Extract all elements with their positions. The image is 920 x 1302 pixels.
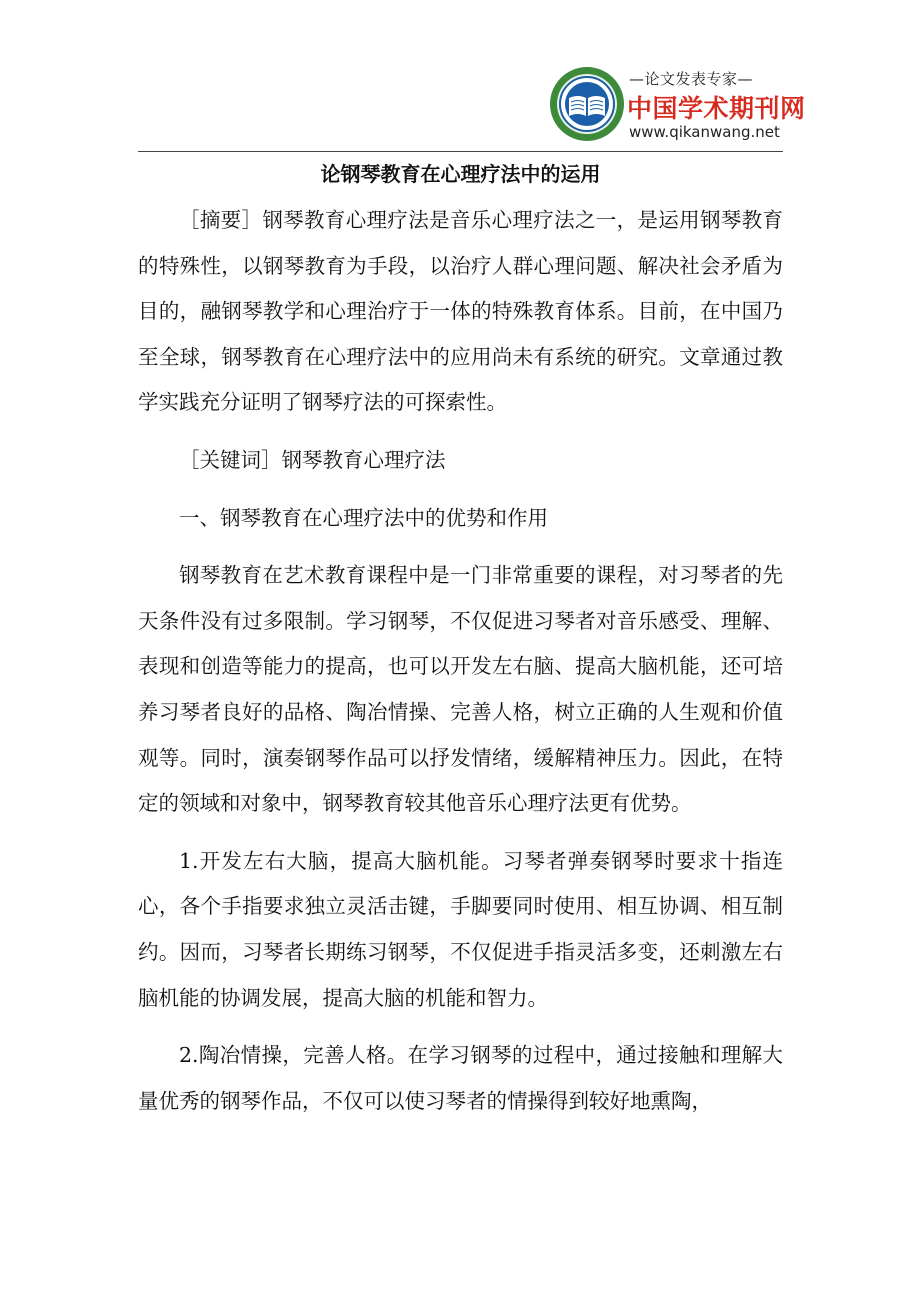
body-paragraph: 1.开发左右大脑，提高大脑机能。习琴者弹奏钢琴时要求十指连心，各个手指要求独立灵活击键，手脚要同时使用、相互协调、相互制约。因而，习琴者长期练习钢琴，不仅促进手指灵活多变，还刺激左右脑机能的协调发展，提高大脑的机能和智力。 (138, 848, 783, 1010)
header-logo (543, 62, 806, 150)
logo-brand-name: 中国学术期刊网 (627, 94, 806, 123)
article-title: 论钢琴教育在心理疗法中的运用 (320, 162, 601, 186)
logo-tagline: —论文发表专家— (629, 70, 754, 88)
globe-book-emblem-icon (549, 66, 625, 142)
section-heading-1: 一、钢琴教育在心理疗法中的优势和作用 (179, 505, 548, 530)
abstract-paragraph: ［摘要］钢琴教育心理疗法是音乐心理疗法之一，是运用钢琴教育的特殊性，以钢琴教育为手段，以治疗人群心理问题、解决社会矛盾为目的，融钢琴教学和心理治疗于一体的特殊教育体系。目前，在中国乃至全球，钢琴教育在心理疗法中的应用尚未有系统的研究。文章通过教学实践充分证明了钢琴疗法的可探索性。 (138, 208, 783, 415)
body-paragraph: 2.陶冶情操，完善人格。在学习钢琴的过程中，通过接触和理解大量优秀的钢琴作品，不仅可以使习琴者的情操得到较好地熏陶， (138, 1043, 783, 1113)
keywords-paragraph: ［关键词］钢琴教育心理疗法 (179, 447, 446, 472)
logo-url: www.qikanwang.net (629, 123, 780, 141)
body-paragraph: 钢琴教育在艺术教育课程中是一门非常重要的课程，对习琴者的先天条件没有过多限制。学习钢琴，不仅促进习琴者对音乐感受、理解、表现和创造等能力的提高，也可以开发左右脑、提高大脑机能，还可培养习琴者良好的品格、陶冶情操、完善人格，树立正确的人生观和价值观等。同时，演奏钢琴作品可以抒发情绪，缓解精神压力。因此，在特定的领域和对象中，钢琴教育较其他音乐心理疗法更有优势。 (138, 563, 783, 816)
header-divider (138, 151, 783, 152)
article-body (138, 198, 783, 1136)
